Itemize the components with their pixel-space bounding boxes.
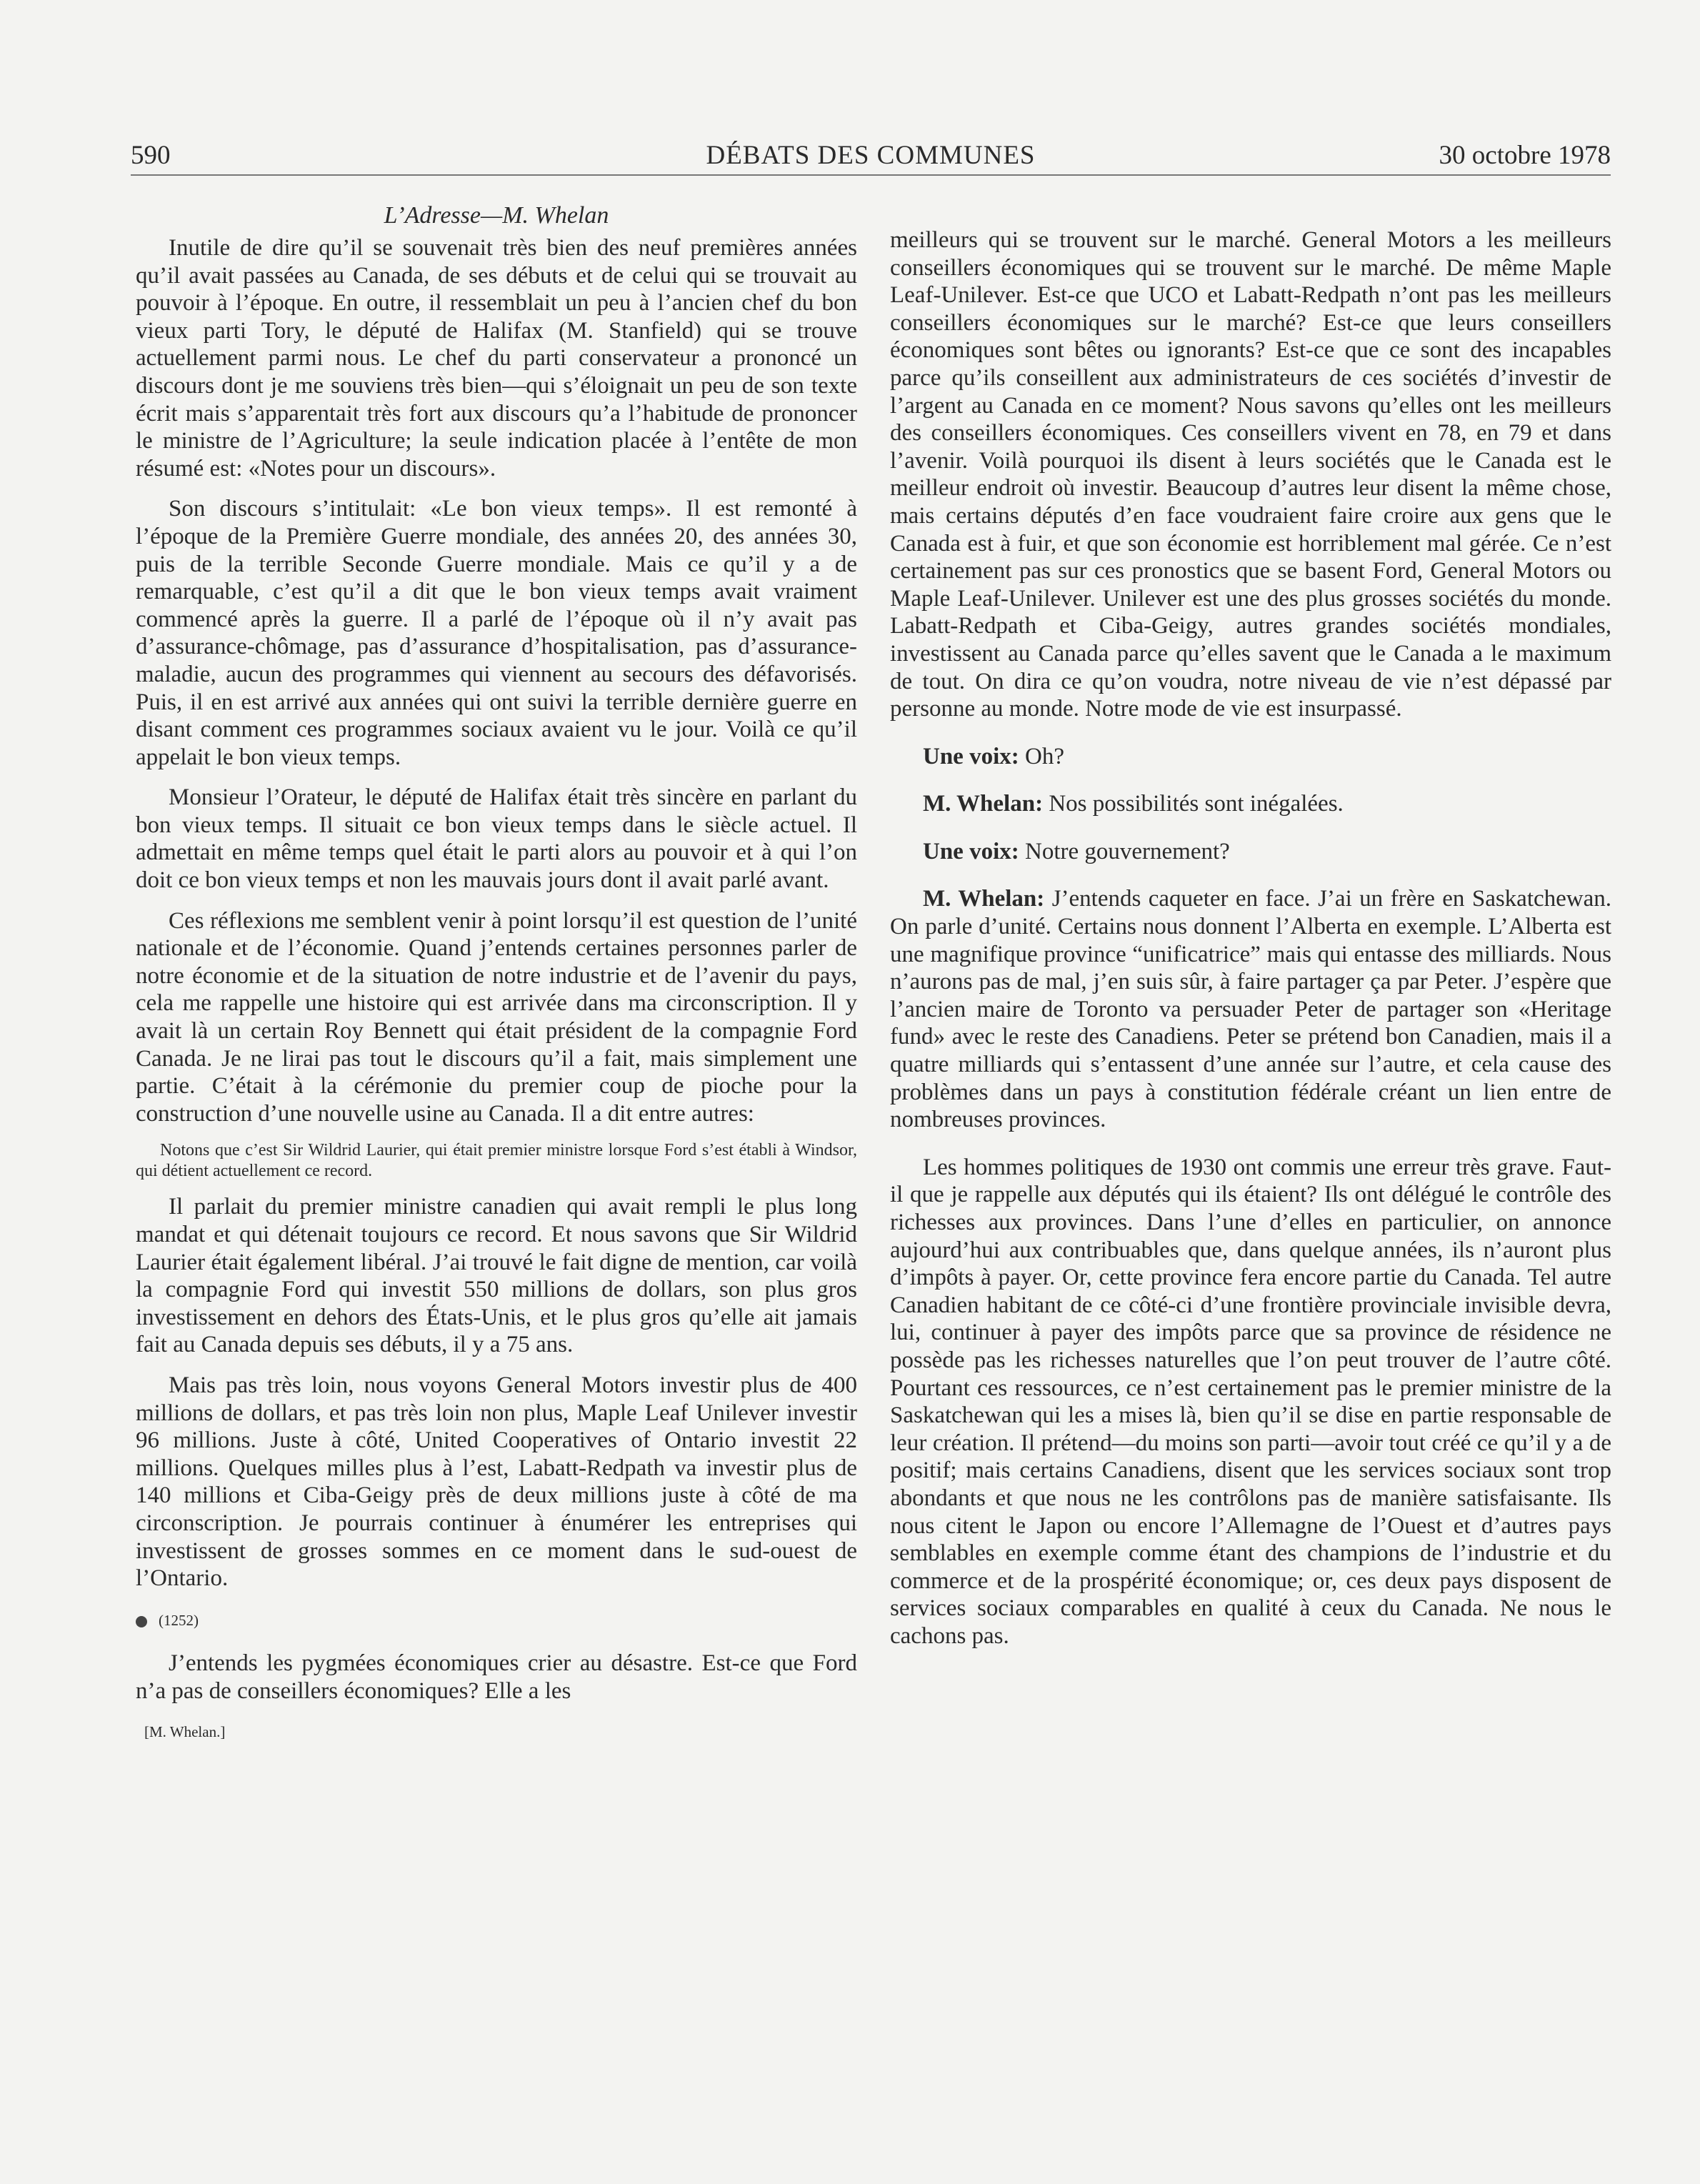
paragraph: Les hommes politiques de 1930 ont commis une erreur très grave. Faut-il que je rappelle aux députés qui ils étaient? Ils ont délégué le contrôle des richesses aux provinces. Dans l’une d’elles en particulier, on annonce aujourd’hui aux contribuables que, dans quelque années, ils n’auront plus d’impôts à payer. Or, cette province fera encore partie du Canada. Tel autre Canadien habitant de ce côté-ci d’une frontière provinciale invisible devra, lui, continuer à payer des impôts parce que sa province de résidence ne possède pas les richesses naturelles que l’on peut trouver de l’autre côté. Pourtant ces ressources, ce n’est certainement pas le premier ministre de la Saskatchewan qui les a mises là, bien qu’il se dise en partie responsable de leur création. Il prétend—du moins son parti—avoir tout créé ce qu’il y a de positif; mais certains Canadiens, disent que les services sociaux sont trop abondants et que nous ne les contrôlons pas de manière satisfaisante. Ils nous citent le Japon ou encore l’Allemagne de l’Ouest et d’autres pays semblables en exemple comme étant des champions de l’industrie et du commerce et de la prospérité économique; or, ces deux pays disposent de services sociaux comparables en qualité à ceux du Canada. Ne nous le cachons pas. [890, 1154, 1611, 1649]
interjection [890, 790, 1611, 818]
speaker-name: M. Whelan: [923, 886, 1045, 912]
publication-title: DÉBATS DES COMMUNES [706, 141, 1036, 170]
paragraph: Monsieur l’Orateur, le député de Halifax était très sincère en parlant du bon vieux temps. Il situait ce bon vieux temps dans le siècle actuel. Il admettait en même temps quel était le parti alors au pouvoir et à qui l’on doit ce bon vieux temps et non les mauvais jours dont il avait parlé avant. [136, 784, 857, 894]
block-quote: Notons que c’est Sir Wildrid Laurier, qui était premier ministre lorsque Ford s’est établi à Windsor, qui détient actuellement ce record. [136, 1141, 857, 1181]
right-column [890, 226, 1611, 2184]
speaker-name: Une voix: [923, 743, 1019, 769]
paragraph: Son discours s’intitulait: «Le bon vieux temps». Il est remonté à l’époque de la Première Guerre mondiale, des années 20, des années 30, puis de la terrible Seconde Guerre mondiale. Mais ce qu’il y a de remarquable, c’est qu’il a dit que le bon vieux temps avait vraiment commencé après la guerre. Il a parlé de l’époque où il n’y avait pas d’assurance-chômage, pas d’assurance d’hospitalisation, pas d’assurance-maladie, aucun des programmes qui viennent au secours des défavorisés. Puis, il en est arrivé aux années qui ont suivi la terrible dernière guerre en disant comment ces programmes sociaux avaient vu le jour. Voilà ce qu’il appelait le bon vieux temps. [136, 496, 857, 770]
paragraph: meilleurs qui se trouvent sur le marché. General Motors a les meilleurs conseillers économiques qui se trouvent sur le marché. De même Maple Leaf-Unilever. Est-ce que UCO et Labatt-Redpath n’ont pas les meilleurs conseillers économiques sur le marché? Est-ce que leurs conseillers économiques sont bêtes ou ignorants? Est-ce que ce sont des incapables parce qu’ils conseillent aux administrateurs de ces sociétés d’investir de l’argent au Canada en ce moment? Nous savons qu’elles ont les meilleurs des conseillers économiques. Ces conseillers vivent en 78, en 79 et dans l’avenir. Voilà pourquoi ils disent à leurs sociétés que le Canada est le meilleur endroit où investir. Beaucoup d’autres leur disent la même chose, mais certains députés d’en face voudraient faire croire aux gens que le Canada est à fuir, et que son économie est horriblement mal gérée. Ce n’est certainement pas sur ces pronostics que se basent Ford, General Motors ou Maple Leaf-Unilever. Unilever est une des plus grosses sociétés du monde. Labatt-Redpath et Ciba-Geigy, autres grandes sociétés mondiales, investissent au Canada parce qu’elles savent que le Canada a le maximum de tout. On dira ce qu’on voudra, notre niveau de vie n’est dépassé par personne au monde. Notre mode de vie est insurpassé. [890, 227, 1611, 722]
paragraph: Inutile de dire qu’il se souvenait très bien des neuf premières années qu’il avait passées au Canada, de ses débuts et de celui qui se trouvait au pouvoir à l’époque. En outre, il ressemblait un peu à l’ancien chef du bon vieux parti Tory, le député de Halifax (M. Stanfield) qui se trouve actuellement parmi nous. Le chef du parti conservateur a prononcé un discours dont je me souviens très bien—qui s’éloignait un peu de son texte écrit mais s’apparentait très fort aux discours qu’a l’habitude de prononcer le ministre de l’Agriculture; la seule indication placée à l’entête de mon résumé est: «Notes pour un discours». [136, 235, 857, 482]
time-marker [136, 1607, 857, 1635]
interjection [890, 743, 1611, 771]
interjection-text: Nos possibilités sont inégalées. [1049, 791, 1344, 817]
paragraph: Ces réflexions me semblent venir à point lorsqu’il est question de l’unité nationale et de l’économie. Quand j’entends certaines personnes parler de notre économie et de la situation de notre industrie et de l’avenir du pays, cela me rappelle une histoire qui est arrivée dans ma circonscription. Il y avait là un certain Roy Bennett qui était président de la compagnie Ford Canada. Je ne lirai pas tout le discours qu’il a fait, mais simplement une partie. C’était à la cérémonie du premier coup de pioche pour la construction d’une nouvelle usine au Canada. Il a dit entre autres: [136, 907, 857, 1127]
issue-date: 30 octobre 1978 [1439, 141, 1611, 170]
left-column [136, 191, 857, 2149]
speech-paragraph [890, 885, 1611, 1133]
bullet-icon [136, 1616, 147, 1627]
speech-text: J’entends caqueter en face. J’ai un frère en Saskatchewan. On parle d’unité. Certains nous donnent l’Alberta en exemple. L’Alberta est une magnifique province “unificatrice” mais qui entasse des milliards. Nous n’aurons pas de mal, j’en suis sûr, à faire partager ça par Peter. J’espère que l’ancien maire de Toronto va persuader Peter de partager son «Heritage fund» avec le reste des Canadiens. Peter se prétend bon Canadien, mais il a quatre milliards qui s’entassent d’une année sur l’autre, et cela cause des problèmes dans un pays à constitution fédérale créant un lien entre de nombreuses provinces. [890, 886, 1611, 1133]
paragraph: J’entends les pygmées économiques crier au désastre. Est-ce que Ford n’a pas de conseillers économiques? Elle a les [136, 1650, 857, 1704]
time-marker-text: (1252) [159, 1611, 199, 1629]
speaker-name: Une voix: [923, 838, 1019, 864]
paragraph: Il parlait du premier ministre canadien qui avait rempli le plus long mandat et qui détenait toujours ce record. Et nous savons que Sir Wildrid Laurier était également libéral. J’ai trouvé le fait digne de mention, car voilà la compagnie Ford qui investit 550 millions de dollars, son plus gros investissement en dehors des États-Unis, et le plus gros qu’elle ait jamais fait au Canada depuis ses débuts, il y a 75 ans. [136, 1194, 857, 1358]
page-header [131, 140, 1611, 176]
speaker-name: M. Whelan: [923, 791, 1044, 817]
interjection-text: Oh? [1025, 743, 1064, 769]
section-title: L’Adresse—M. Whelan [384, 202, 609, 229]
page-number: 590 [131, 141, 171, 170]
interjection-text: Notre gouvernement? [1025, 838, 1230, 864]
interjection [890, 838, 1611, 866]
speaker-tag: [M. Whelan.] [144, 1722, 226, 1740]
paragraph: Mais pas très loin, nous voyons General Motors investir plus de 400 millions de dollars, et pas très loin non plus, Maple Leaf Unilever investir 96 millions. Juste à côté, United Cooperatives of Ontario investit 22 millions. Quelques milles plus à l’est, Labatt-Redpath va investir plus de 140 millions et Ciba-Geigy près de deux millions juste à côté de ma circonscription. Je pourrais continuer à énumérer les entreprises qui investissent de grosses sommes en ce moment dans le sud-ouest de l’Ontario. [136, 1372, 857, 1592]
